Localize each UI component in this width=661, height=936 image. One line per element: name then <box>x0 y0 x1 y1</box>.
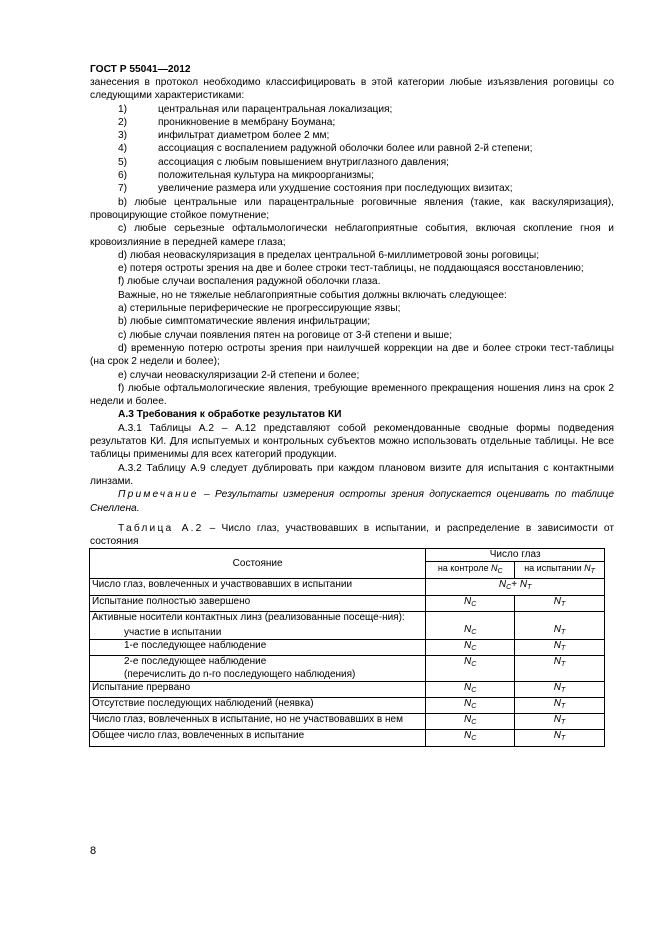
list-item: 1) центральная или парацентральная локализация; <box>118 103 393 115</box>
list-item: 3) инфильтрат диаметром более 2 мм; <box>118 130 330 142</box>
list-item: c) любые случаи появления пятен на роговице от 3-й степени и выше; <box>118 329 453 341</box>
header-control: на контроле $N_C$ <box>426 562 515 579</box>
list-item: f) любые случаи воспаления радужной оболочки глаза. <box>118 276 381 288</box>
list-item: 7) увеличение размера или ухудшение состояния при последующих визитах; <box>118 183 513 195</box>
paragraph-a32: А.3.2 Таблицу А.9 следует дублировать при каждом плановом визите для испытания с контактными линзами. <box>90 462 614 487</box>
list-item: a) стерильные периферические не прогрессирующие язвы; <box>118 303 401 315</box>
eye-count-table <box>89 548 605 747</box>
list-item: b) любые симптоматические явления инфильтрации; <box>118 316 371 328</box>
page-number: 8 <box>90 845 97 857</box>
list-item: f) любые офтальмологические явления, требующие временного прекращения ношения линз на срок 2 недели и более. <box>90 382 614 408</box>
table-row: Отсутствие последующих наблюдений (неявка) $N_C$ $N_T$ <box>90 698 605 714</box>
table-row: 2-е последующее наблюдение (перечислить до n-го последующего наблюдения) $N_C$ $N_T$ <box>90 656 605 681</box>
table-row: Общее число глаз, вовлеченных в испытание $N_C$ $N_T$ <box>90 730 605 746</box>
list-item: 6) положительная культура на микроорганизмы; <box>118 170 374 182</box>
table-row: Испытание прервано $N_C$ $N_T$ <box>90 681 605 697</box>
table-caption <box>90 522 614 549</box>
note-label: Примечание <box>118 489 199 501</box>
table-row: 1-е последующее наблюдение $N_C$ $N_T$ <box>90 640 605 656</box>
table-caption-text: – Число глаз, участвовавших в испытании, и распределение в зависимости от состояния <box>90 523 614 548</box>
table-row: Число глаз, вовлеченных в испытание, но не участвовавших в нем $N_C$ $N_T$ <box>90 714 605 730</box>
paragraph-a31: А.3.1 Таблицы А.2 – А.12 представляют собой рекомендованные сводные формы подведения результатов КИ. Для испытуемых и контрольных субъектов можно использовать отдельные таблицы. Не все таблицы применимы для всех категорий продукции. <box>90 422 614 461</box>
header-eye-count: Число глаз <box>426 549 605 562</box>
body-text <box>90 76 614 515</box>
note <box>90 488 614 515</box>
list-item: e) потеря остроты зрения на две и более строки тест-таблицы, не поддающаяся восстановлению; <box>118 263 584 275</box>
list-item: c) любые серьезные офтальмологически неблагоприятные события, включая скопление гноя и кровоизлияние в передней камере глаза; <box>90 223 614 248</box>
list-item: b) любые центральные или парацентральные роговичные явления (такие, как васкуляризация), провоцирующие стойкое помутнение; <box>90 196 614 221</box>
section-title: А.3 Требования к обработке результатов КИ <box>118 409 342 421</box>
header-test: на испытании $N_T$ <box>515 562 605 579</box>
table-caption-label: Таблица А.2 <box>118 523 204 534</box>
table-row: Активные носители контактных линз (реализованные посеще-ния): участие в испытании $N_C$ $N_T$ <box>90 611 605 639</box>
document-code: ГОСТ Р 55041—2012 <box>90 64 191 75</box>
numbered-list <box>90 103 614 196</box>
intro-paragraph: занесения в протокол необходимо классифицировать в этой категории любые изъязвления роговицы со следующими характеристиками: <box>90 77 614 102</box>
table-row: Число глаз, вовлеченных и участвовавших в испытании $N_C+ N_T$ <box>90 579 605 595</box>
important-events-intro: Важные, но не тяжелые неблагоприятные события должны включать следующее: <box>118 289 507 301</box>
note-text: – Результаты измерения остроты зрения допускается оценивать по таблице Снеллена. <box>90 489 614 514</box>
list-item: d) временную потерю остроты зрения при наилучшей коррекции на две и более строки тест-таблицы (на срок 2 недели и более); <box>90 342 614 368</box>
list-item: 5) ассоциация с любым повышением внутриглазного давления; <box>118 156 449 168</box>
list-item: 2) проникновение в мембрану Боумана; <box>118 116 336 128</box>
list-item: d) любая неоваскуляризация в пределах центральной 6-миллиметровой зоны роговицы; <box>118 249 540 261</box>
list-item: e) случаи неоваскуляризации 2-й степени и более; <box>118 369 360 381</box>
list-item: 4) ассоциация с воспалением радужной оболочки более или равной 2-й степени; <box>118 143 533 155</box>
table-row: Испытание полностью завершено $N_C$ $N_T$ <box>90 595 605 611</box>
header-state: Состояние <box>90 549 426 579</box>
